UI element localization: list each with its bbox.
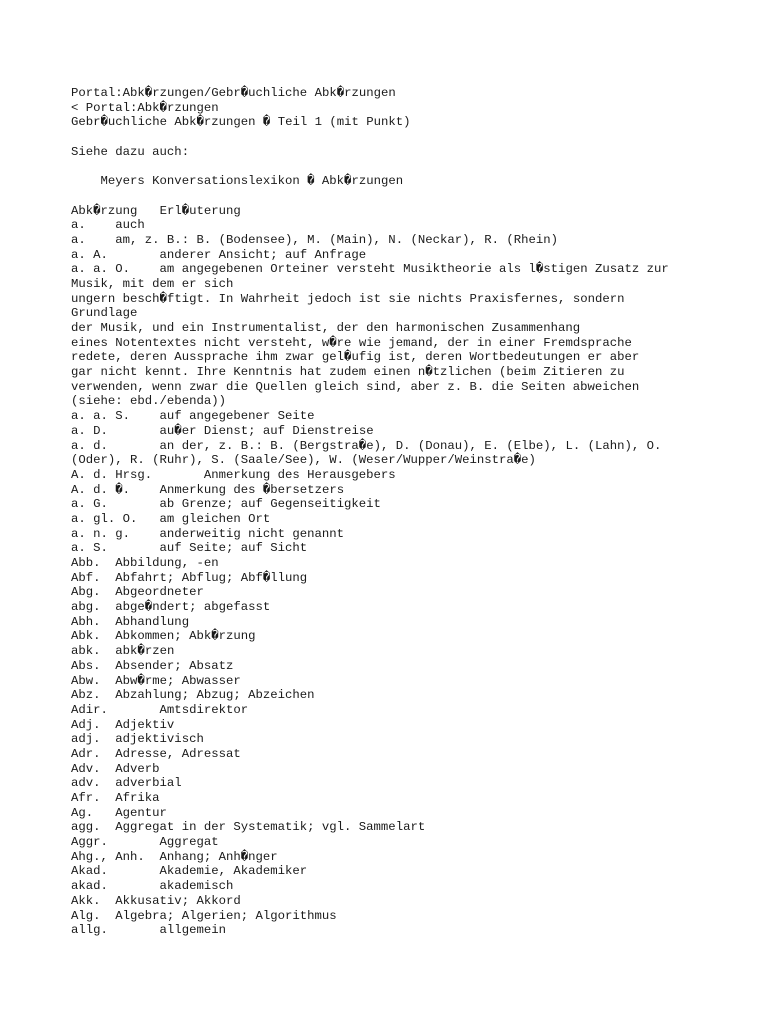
abbreviation-line: Adj. Adjektiv — [71, 717, 175, 732]
see-also-label: Siehe dazu auch: — [71, 144, 190, 159]
abbreviation-line: abk. abk�rzen — [71, 644, 175, 659]
abbreviation-line: Adir. Amtsdirektor — [71, 702, 249, 717]
spacer — [71, 159, 761, 174]
back-link[interactable]: < Portal:Abk�rzungen — [71, 100, 219, 115]
abbreviation-line: Musik, mit dem er sich — [71, 276, 234, 291]
abbreviation-line: a. A. anderer Ansicht; auf Anfrage — [71, 247, 367, 262]
spacer — [71, 130, 761, 145]
abbreviation-line: Abw. Abw�rme; Abwasser — [71, 673, 241, 688]
abbreviation-line: a. G. ab Grenze; auf Gegenseitigkeit — [71, 497, 381, 512]
abbreviation-line: Abg. Abgeordneter — [71, 585, 204, 600]
abbreviation-line: a. a. S. auf angegebener Seite — [71, 409, 315, 424]
abbreviation-line: agg. Aggregat in der Systematik; vgl. Sammelart — [71, 820, 426, 835]
page-subtitle: Gebr�uchliche Abk�rzungen � Teil 1 (mit Punkt) — [71, 115, 411, 130]
abbreviation-line: A. d. Hrsg. Anmerkung des Herausgebers — [71, 467, 396, 482]
abbreviation-line: gar nicht kennt. Ihre Kenntnis hat zudem einen n�tzlichen (beim Zitieren zu — [71, 365, 625, 380]
abbreviation-line: allg. allgemein — [71, 923, 226, 938]
abbreviation-list — [71, 218, 761, 938]
abbreviation-line: A. d. �. Anmerkung des �bersetzers — [71, 482, 345, 497]
abbreviation-line: Abh. Abhandlung — [71, 614, 190, 629]
abbreviation-line: a. a. O. am angegebenen Orteiner versteht Musiktheorie als l�stigen Zusatz zur — [71, 262, 669, 277]
page-title: Portal:Abk�rzungen/Gebr�uchliche Abk�rzungen — [71, 86, 396, 100]
abbreviation-line: Abk. Abkommen; Abk�rzung — [71, 629, 256, 644]
abbreviation-line: Aggr. Aggregat — [71, 835, 219, 850]
abbreviation-line: a. am, z. B.: B. (Bodensee), M. (Main), N. (Neckar), R. (Rhein) — [71, 232, 559, 247]
abbreviation-line: Abf. Abfahrt; Abflug; Abf�llung — [71, 570, 308, 585]
document-page — [71, 86, 761, 938]
abbreviation-line: Abs. Absender; Absatz — [71, 658, 234, 673]
abbreviation-line: Afr. Afrika — [71, 791, 160, 805]
abbreviation-line: ungern besch�ftigt. In Wahrheit jedoch ist sie nichts Praxisfernes, sondern — [71, 291, 625, 306]
abbreviation-line: Ahg., Anh. Anhang; Anh�nger — [71, 849, 278, 864]
abbreviation-line: adj. adjektivisch — [71, 732, 204, 747]
abbreviation-line: a. n. g. anderweitig nicht genannt — [71, 526, 345, 541]
abbreviation-line: akad. akademisch — [71, 879, 234, 894]
abbreviation-line: Ag. Agentur — [71, 805, 167, 820]
abbreviation-line: Alg. Algebra; Algerien; Algorithmus — [71, 908, 337, 923]
abbreviation-line: a. gl. O. am gleichen Ort — [71, 511, 271, 526]
abbreviation-line: (siehe: ebd./ebenda)) — [71, 394, 226, 409]
abbreviation-line: Akk. Akkusativ; Akkord — [71, 893, 241, 908]
abbreviation-line: Abz. Abzahlung; Abzug; Abzeichen — [71, 688, 315, 703]
abbreviation-line: a. S. auf Seite; auf Sicht — [71, 541, 308, 556]
abbreviation-line: Grundlage — [71, 306, 138, 321]
abbreviation-line: redete, deren Aussprache ihm zwar gel�ufig ist, deren Wortbedeutungen er aber — [71, 350, 640, 365]
abbreviation-line: a. d. an der, z. B.: B. (Bergstra�e), D. (Donau), E. (Elbe), L. (Lahn), O. — [71, 438, 662, 453]
spacer — [71, 189, 761, 204]
abbreviation-line: Akad. Akademie, Akademiker — [71, 864, 308, 879]
abbreviation-line: Adr. Adresse, Adressat — [71, 746, 241, 761]
abbreviation-line: verwenden, wenn zwar die Quellen gleich sind, aber z. B. die Seiten abweichen — [71, 379, 640, 394]
abbreviation-line: adv. adverbial — [71, 776, 182, 791]
abbreviation-line: eines Notentextes nicht versteht, w�re wie jemand, der in einer Fremdsprache — [71, 335, 632, 350]
abbreviation-line: der Musik, und ein Instrumentalist, der den harmonischen Zusammenhang — [71, 321, 581, 335]
table-header: Abk�rzung Erl�uterung — [71, 203, 241, 218]
abbreviation-line: a. auch — [71, 218, 145, 233]
abbreviation-line: Adv. Adverb — [71, 761, 160, 776]
abbreviation-line: (Oder), R. (Ruhr), S. (Saale/See), W. (Weser/Wupper/Weinstra�e) — [71, 453, 536, 468]
abbreviation-line: a. D. au�er Dienst; auf Dienstreise — [71, 423, 374, 438]
abbreviation-line: Abb. Abbildung, -en — [71, 556, 219, 570]
abbreviation-line: abg. abge�ndert; abgefasst — [71, 600, 271, 615]
see-also-link[interactable]: Meyers Konversationslexikon � Abk�rzungen — [71, 174, 404, 189]
